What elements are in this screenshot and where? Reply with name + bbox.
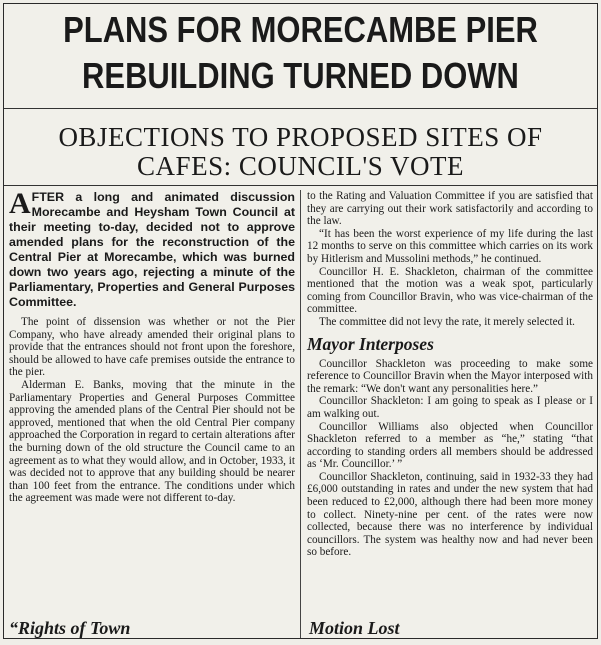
drop-cap: A — [9, 187, 31, 220]
subheadline-line-1: OBJECTIONS TO PROPOSED SITES OF — [58, 122, 543, 152]
left-bottom-heading: “Rights of Town — [9, 618, 131, 638]
headline-divider — [4, 108, 597, 109]
subheadline-divider — [4, 185, 597, 186]
column-divider — [300, 190, 301, 639]
subheadline-line-2: CAFES: COUNCIL'S VOTE — [137, 151, 464, 181]
newspaper-clipping — [3, 3, 598, 639]
right-bottom-heading: Motion Lost — [309, 618, 400, 638]
right-paragraph-4: The committee did not levy the rate, it merely selected it. — [319, 315, 575, 328]
headline-line-1: PLANS FOR MORECAMBE PIER — [63, 9, 538, 50]
right-paragraph-2: “It has been the worst experience of my life during the last 12 months to serve on this committee which carries on its work by Hitlerism and Mussolini methods,” he continued. — [307, 227, 593, 265]
left-column — [9, 187, 295, 505]
left-paragraph-2: Alderman E. Banks, moving that the minute in the Parliamentary Properties and General Purposes Committee approving the amended plans of the Central Pier should not be approved, mentioned that when the old Central Pier company approached the Corporation in regard to certain alterations after the burning down of the old structure the Council came to an agreement as to what they would allow, and in October, 1933, it was decided not to approve that any building should be nearer than 100 feet from the entrance. The conditions under which the agreement was made were not different to-day. — [9, 378, 295, 505]
headline-line-2: REBUILDING TURNED DOWN — [82, 55, 519, 96]
right-paragraph-1: to the Rating and Valuation Committee if you are satisfied that they are carrying out their work satisfactorily and according to the law. — [307, 190, 593, 228]
right-column — [307, 190, 593, 559]
left-paragraph-1: The point of dissension was whether or not the Pier Company, who have already amended their original plans to provide that the entrances should not front upon the foreshore, should be allowed to have cafe premises outside the entrance to the pier. — [9, 316, 295, 379]
subheading-mayor-interposes: Mayor Interposes — [307, 333, 434, 354]
right-paragraph-6: Councillor Shackleton: I am going to speak as I please or I am walking out. — [307, 395, 593, 420]
right-paragraph-3: Councillor H. E. Shackleton, chairman of the committee mentioned that the motion was a weak spot, particularly coming from Councillor Bravin, who was vice-chairman of the committee. — [307, 265, 593, 316]
right-paragraph-5: Councillor Shackleton was proceeding to make some reference to Councillor Bravin when the Mayor interposed with the remark: “We don't want any personalities here.” — [307, 357, 593, 395]
lead-text: FTER a long and animated discussion Morecambe and Heysham Town Council at their meeting to-day, decided not to approve amended plans for the reconstruction of the Central Pier at Morecambe, which was burned down two years ago, rejecting a minute of the Parliamentary, Properties and General Purposes Committee. — [9, 190, 295, 309]
right-paragraph-8: Councillor Shackleton, continuing, said in 1932-33 they had £6,000 outstanding in rates and under the new system that had been reduced to £2,000, although there had been more money to collect. Ninety-nine per cent. of the rates were now collected, because there was no interference by individual councillors. The system was healthy now and had never been so before. — [307, 470, 593, 559]
right-paragraph-7: Councillor Williams also objected when Councillor Shackleton referred to a member as “he,” stating “that according to standing orders all members should be addressed as ‘Mr. Councillor.’ ” — [307, 420, 593, 471]
lead-paragraph — [9, 187, 295, 310]
